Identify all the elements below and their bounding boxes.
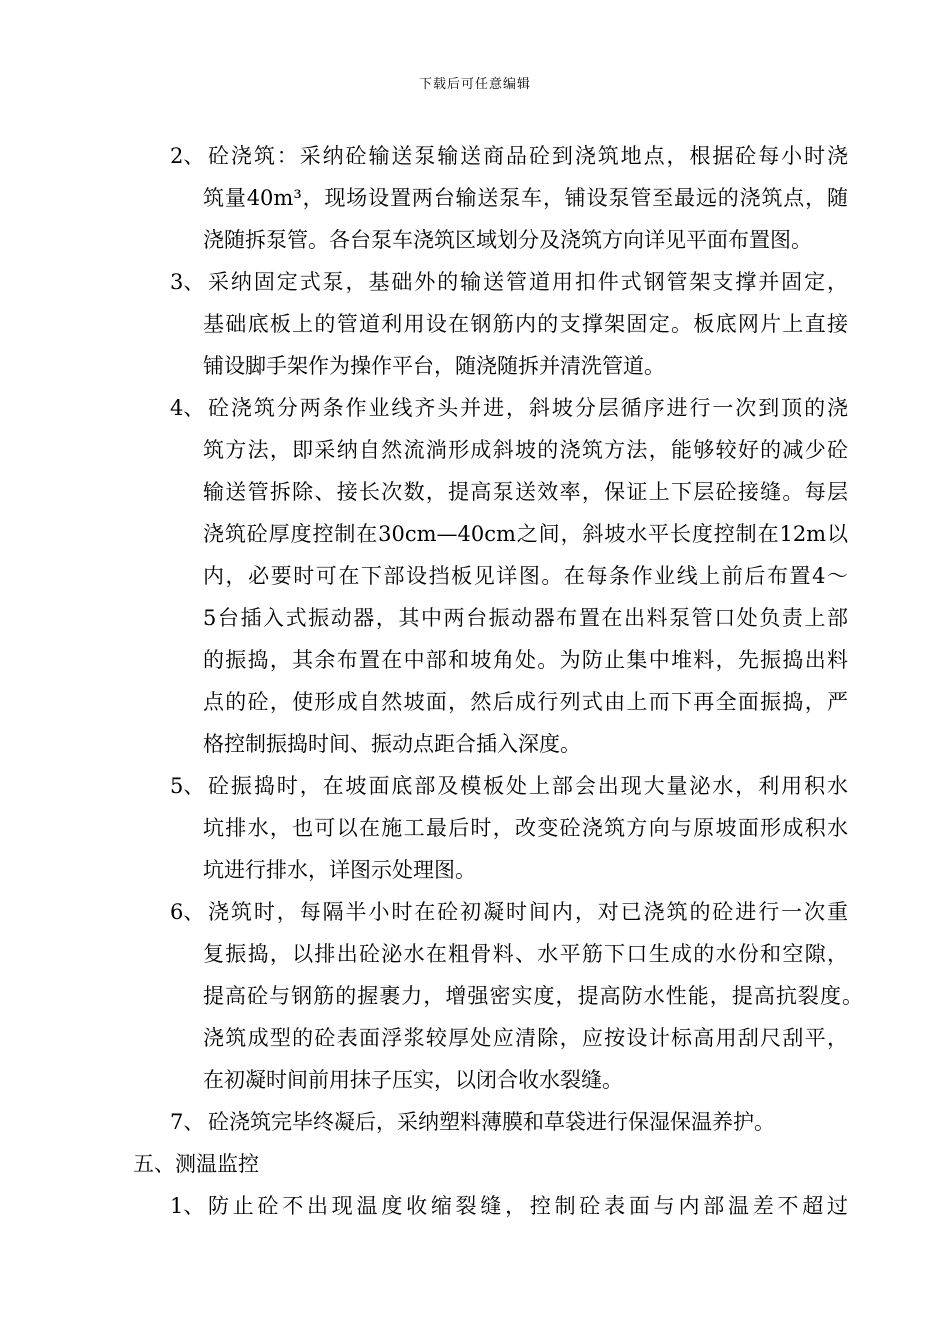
text-line	[0, 429, 950, 471]
continuation-text: 复振捣，以排出砼泌水在粗骨料、水平筋下口生成的水份和空隙，	[203, 942, 848, 966]
text-line	[0, 135, 950, 177]
continuation-text: 坑排水，也可以在施工最后时，改变砼浇筑方向与原坡面形成积水	[203, 816, 848, 840]
continuation-text: 内，必要时可在下部设挡板见详图。在每条作业线上前后布置4～	[203, 564, 848, 588]
list-item-text: 砼振捣时，在坡面底部及模板处上部会出现大量泌水，利用积水	[208, 774, 848, 798]
text-line	[0, 849, 950, 891]
list-item-text: 砼浇筑完毕终凝后，采纳塑料薄膜和草袋进行保湿保温养护。	[208, 1110, 775, 1134]
list-number: 1、	[170, 1194, 205, 1218]
page-header: 下载后可任意编辑	[418, 77, 531, 92]
text-line	[0, 933, 950, 975]
continuation-text: 浇随拆泵管。各台泵车浇筑区域划分及浇筑方向详见平面布置图。	[203, 228, 812, 252]
text-line	[0, 807, 950, 849]
continuation-text: 格控制振捣时间、振动点距合插入深度。	[203, 732, 581, 756]
text-line	[0, 219, 950, 261]
continuation-text: 浇筑砼厚度控制在30cm—40cm之间，斜坡水平长度控制在12m以	[203, 522, 848, 546]
list-item-text: 浇筑时，每隔半小时在砼初凝时间内，对已浇筑的砼进行一次重	[208, 900, 848, 924]
text-line	[0, 639, 950, 681]
list-number: 5、	[170, 774, 205, 798]
continuation-text: 筑方法，即采纳自然流淌形成斜坡的浇筑方法，能够较好的减少砼	[203, 438, 848, 462]
text-line	[0, 765, 950, 807]
continuation-text: 输送管拆除、接长次数，提高泵送效率，保证上下层砼接缝。每层	[203, 480, 848, 504]
text-line	[0, 597, 950, 639]
text-line	[0, 1101, 950, 1143]
continuation-text: 5台插入式振动器，其中两台振动器布置在出料泵管口处负责上部	[203, 606, 848, 630]
list-item-text: 砼浇筑分两条作业线齐头并进，斜坡分层循序进行一次到顶的浇	[208, 396, 848, 420]
continuation-text: 点的砼，使形成自然坡面，然后成行列式由上而下再全面振捣，严	[203, 690, 848, 714]
text-line	[0, 975, 950, 1017]
list-number: 4、	[170, 396, 205, 420]
list-number: 3、	[170, 270, 205, 294]
section-heading: 五、测温监控	[133, 1152, 259, 1176]
text-line	[0, 555, 950, 597]
list-item-text: 防止砼不出现温度收缩裂缝，控制砼表面与内部温差不超过	[208, 1194, 848, 1218]
text-line	[0, 1059, 950, 1101]
continuation-text: 提高砼与钢筋的握裹力，增强密实度，提高防水性能，提高抗裂度。	[203, 984, 863, 1008]
document-body	[0, 135, 950, 1227]
text-line	[0, 723, 950, 765]
continuation-text: 基础底板上的管道利用设在钢筋内的支撑架固定。板底网片上直接	[203, 312, 848, 336]
text-line	[0, 1143, 950, 1185]
list-item-text: 采纳固定式泵，基础外的输送管道用扣件式钢管架支撑并固定，	[208, 270, 848, 294]
text-line	[0, 261, 950, 303]
text-line	[0, 471, 950, 513]
continuation-text: 铺设脚手架作为操作平台，随浇随拆并清洗管道。	[203, 354, 665, 378]
text-line	[0, 303, 950, 345]
list-number: 7、	[170, 1110, 205, 1134]
text-line	[0, 681, 950, 723]
text-line	[0, 891, 950, 933]
text-line	[0, 513, 950, 555]
text-line	[0, 345, 950, 387]
text-line	[0, 1185, 950, 1227]
continuation-text: 的振捣，其余布置在中部和坡角处。为防止集中堆料，先振捣出料	[203, 648, 848, 672]
list-item-text: 砼浇筑：采纳砼输送泵输送商品砼到浇筑地点，根据砼每小时浇	[208, 144, 848, 168]
continuation-text: 筑量40m³，现场设置两台输送泵车，铺设泵管至最远的浇筑点，随	[203, 186, 848, 210]
continuation-text: 在初凝时间前用抹子压实，以闭合收水裂缝。	[203, 1068, 623, 1092]
text-line	[0, 1017, 950, 1059]
text-line	[0, 177, 950, 219]
continuation-text: 坑进行排水，详图示处理图。	[203, 858, 476, 882]
text-line	[0, 387, 950, 429]
list-number: 6、	[170, 900, 205, 924]
list-number: 2、	[170, 144, 205, 168]
continuation-text: 浇筑成型的砼表面浮浆较厚处应清除，应按设计标高用刮尺刮平，	[203, 1026, 848, 1050]
